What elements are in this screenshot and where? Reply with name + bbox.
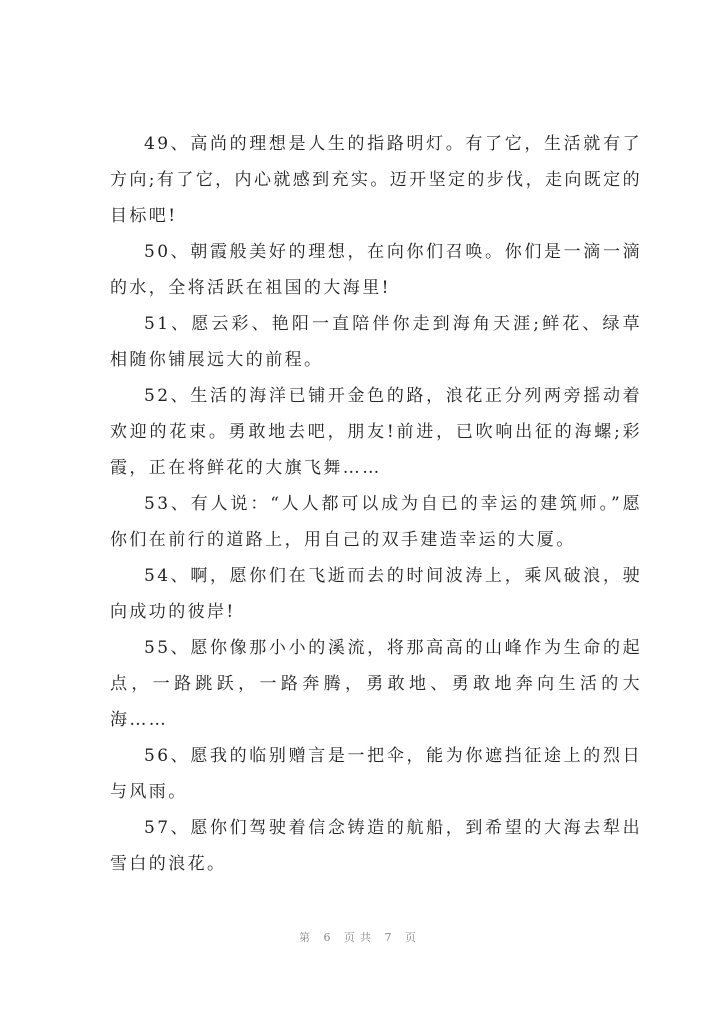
paragraph-54: 54、啊，愿你们在飞逝而去的时间波涛上，乘风破浪，驶向成功的彼岸! (110, 566, 642, 622)
paragraph-49: 49、高尚的理想是人生的指路明灯。有了它，生活就有了方向;有了它，内心就感到充实。迈开坚定的步伐，走向既定的目标吧! (110, 134, 642, 226)
paragraph-50: 50、朝霞般美好的理想，在向你们召唤。你们是一滴一滴的水，全将活跃在祖国的大海里! (110, 242, 642, 298)
paragraph-57: 57、愿你们驾驶着信念铸造的航船，到希望的大海去犁出雪白的浪花。 (110, 818, 642, 874)
document-body (110, 126, 642, 882)
paragraph-55: 55、愿你像那小小的溪流，将那高高的山峰作为生命的起点，一路跳跃，一路奔腾，勇敢地、勇敢地奔向生活的大海…… (110, 638, 642, 730)
page-number-footer: 第 6 页共 7 页 (299, 931, 421, 944)
paragraph-56: 56、愿我的临别赠言是一把伞，能为你遮挡征途上的烈日与风雨。 (110, 746, 642, 802)
paragraph-52: 52、生活的海洋已铺开金色的路，浪花正分列两旁摇动着欢迎的花束。勇敢地去吧，朋友!前进，已吹响出征的海螺;彩霞，正在将鲜花的大旗飞舞…… (110, 386, 642, 478)
paragraph-51: 51、愿云彩、艳阳一直陪伴你走到海角天涯;鲜花、绿草相随你铺展远大的前程。 (110, 314, 642, 370)
paragraph-53: 53、有人说：“人人都可以成为自已的幸运的建筑师。”愿你们在前行的道路上，用自己的双手建造幸运的大厦。 (110, 494, 642, 550)
